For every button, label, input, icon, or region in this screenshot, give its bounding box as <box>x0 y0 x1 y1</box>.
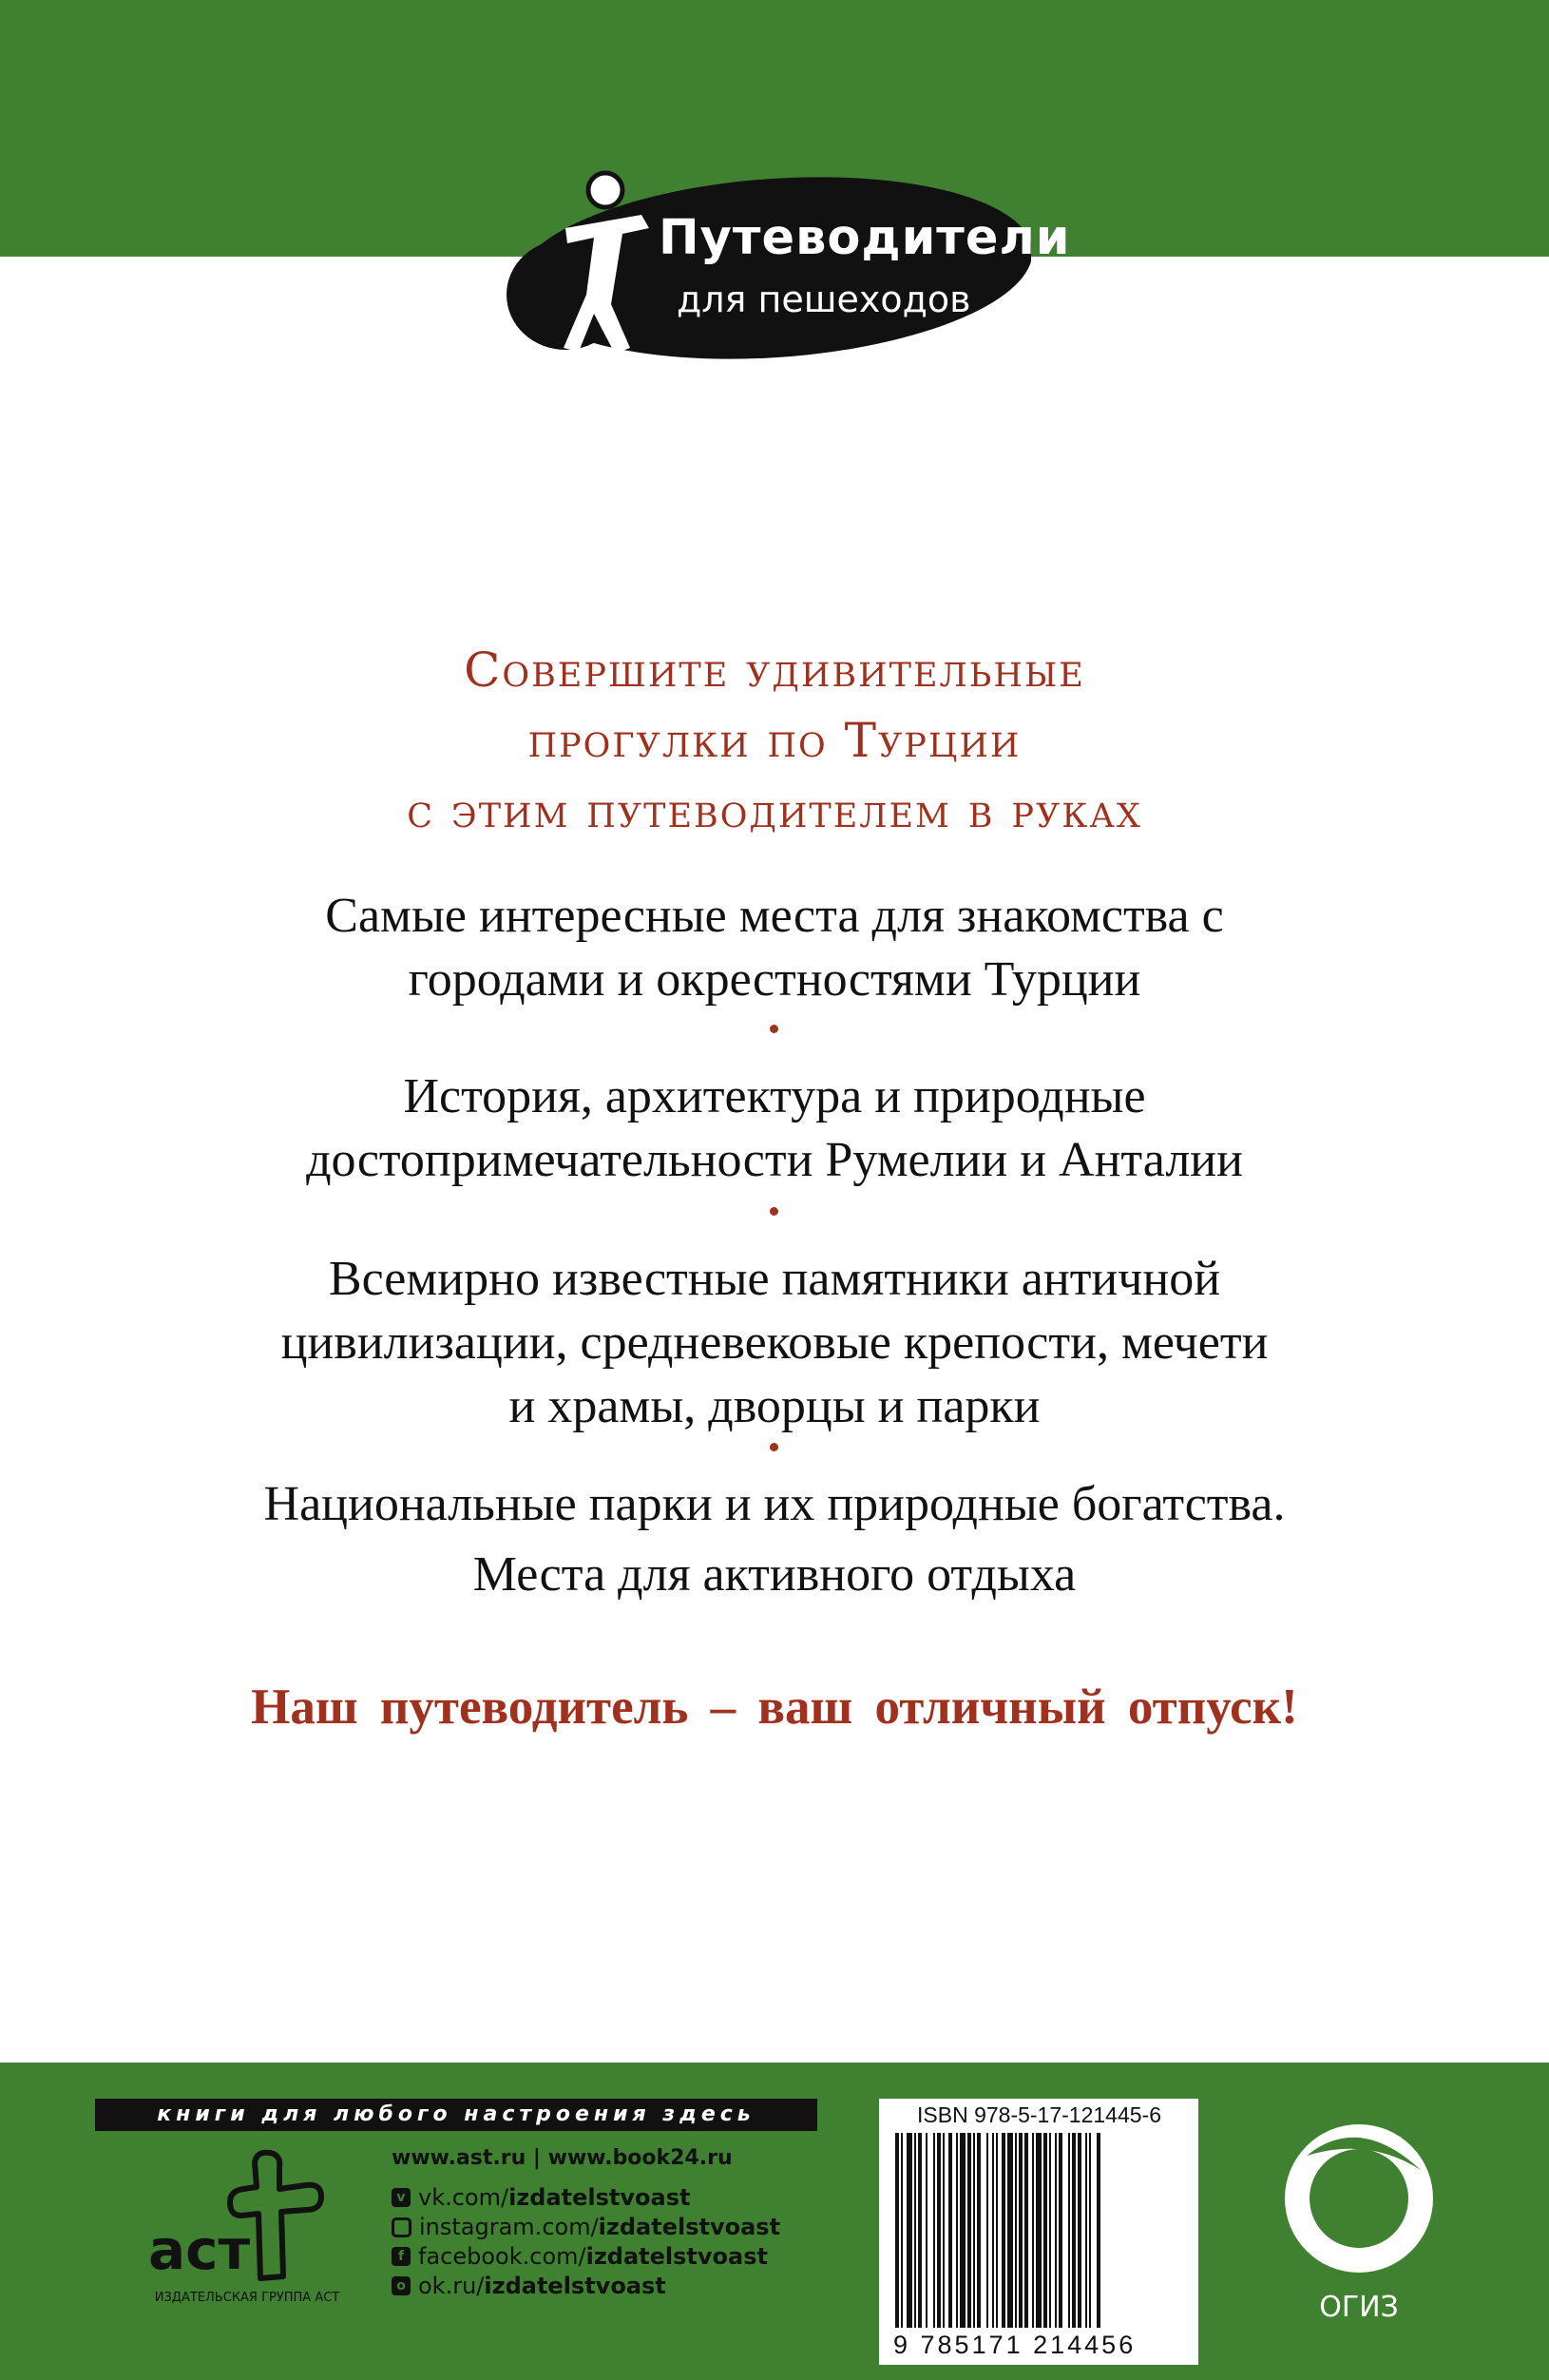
social-handle: izdatelstvoast <box>508 2184 691 2211</box>
barcode-bar <box>933 2133 935 2328</box>
bullet-dot <box>770 1025 778 1033</box>
headline-line: Совершите удивительные <box>464 643 1085 698</box>
barcode-bar <box>1068 2133 1070 2328</box>
barcode-number: 9 785171 214456 <box>893 2331 1137 2359</box>
headline <box>0 635 1549 846</box>
barcode-bar <box>973 2133 975 2328</box>
ok-icon: o <box>392 2276 411 2295</box>
bullet-dot <box>770 1207 778 1216</box>
feature-line: цивилизации, средневековые крепости, мечети <box>280 1315 1269 1370</box>
social-link-facebook[interactable] <box>392 2241 768 2272</box>
social-handle: izdatelstvoast <box>585 2243 768 2270</box>
ogiz-label: ОГИЗ <box>1319 2291 1399 2324</box>
barcode-bar <box>1007 2133 1013 2328</box>
social-prefix: vk.com/ <box>418 2184 509 2211</box>
vk-icon: v <box>392 2188 411 2207</box>
barcode-bar <box>956 2133 958 2328</box>
barcode-bar <box>926 2133 927 2328</box>
logo-subtitle: для пешеходов <box>677 278 971 320</box>
barcode-bar <box>1049 2133 1051 2328</box>
social-prefix: instagram.com/ <box>419 2214 599 2240</box>
barcode-bar <box>901 2133 903 2328</box>
feature-block <box>0 1247 1549 1438</box>
barcode-bar <box>1019 2133 1023 2328</box>
barcode-bar <box>996 2133 998 2328</box>
feature-line: достопримечательности Румелии и Анталии <box>306 1133 1243 1187</box>
tagline: книги для любого настроения здесь <box>157 2102 755 2126</box>
barcode-bar <box>1072 2133 1076 2328</box>
headline-line: прогулки по Турции <box>527 713 1022 768</box>
social-handle: izdatelstvoast <box>484 2273 666 2299</box>
feature-line: Национальные парки и их природные богатства. <box>263 1477 1286 1531</box>
isbn-text: ISBN 978-5-17-121445-6 <box>917 2102 1161 2127</box>
barcode-bar <box>967 2133 971 2328</box>
barcode-bar <box>1078 2133 1081 2328</box>
slogan: Наш путеводитель – ваш отличный отпуск! <box>251 1679 1298 1735</box>
barcode <box>893 2133 1188 2328</box>
facebook-icon: f <box>392 2247 411 2266</box>
barcode-bar <box>992 2133 994 2328</box>
barcode-bar <box>914 2133 916 2328</box>
feature-line: История, архитектура и природные <box>403 1069 1146 1123</box>
social-link-vk[interactable] <box>392 2182 690 2213</box>
series-logo <box>499 162 1071 390</box>
social-prefix: facebook.com/ <box>418 2243 586 2270</box>
website-separator: | <box>532 2146 541 2170</box>
ast-logo-text: аст <box>148 2217 251 2282</box>
barcode-bar <box>1097 2133 1100 2328</box>
barcode-bar <box>1059 2133 1062 2328</box>
website-link-book24[interactable]: www.book24.ru <box>547 2146 733 2170</box>
barcode-bar <box>918 2133 922 2328</box>
barcode-bar <box>907 2133 912 2328</box>
ast-publisher-logo <box>143 2143 361 2286</box>
barcode-bar <box>1043 2133 1047 2328</box>
barcode-bar <box>1015 2133 1017 2328</box>
publisher-name: ИЗДАТЕЛЬСКАЯ ГРУППА АСТ <box>154 2291 340 2305</box>
ogiz-logo <box>1278 2118 1440 2279</box>
feature-line: Места для активного отдыха <box>472 1547 1077 1602</box>
barcode-bar <box>1024 2133 1028 2328</box>
feature-line: городами и окрестностями Турции <box>408 952 1141 1007</box>
barcode-bar <box>1089 2133 1091 2328</box>
logo-title: Путеводители <box>659 210 1071 266</box>
social-link-ok[interactable] <box>392 2271 666 2301</box>
barcode-bar <box>1085 2133 1087 2328</box>
barcode-bar <box>937 2133 941 2328</box>
website-link-ast[interactable]: www.ast.ru <box>392 2146 526 2170</box>
barcode-bar <box>977 2133 981 2328</box>
barcode-bar <box>948 2133 952 2328</box>
barcode-bar <box>1036 2133 1042 2328</box>
barcode-bar <box>943 2133 945 2328</box>
barcode-bar <box>986 2133 988 2328</box>
barcode-bar <box>960 2133 966 2328</box>
barcode-bar <box>1002 2133 1005 2328</box>
feature-block <box>0 884 1549 1011</box>
social-handle: izdatelstvoast <box>598 2214 781 2240</box>
social-link-instagram[interactable] <box>392 2212 780 2242</box>
ogiz-ring-inner <box>1310 2149 1408 2248</box>
barcode-bar <box>895 2133 899 2328</box>
barcode-bar <box>1032 2133 1034 2328</box>
bullet-dot <box>770 1443 778 1451</box>
feature-line: Всемирно известные памятники античной <box>328 1252 1221 1306</box>
feature-block <box>0 1065 1549 1192</box>
website-links <box>392 2146 733 2170</box>
feature-line: Самые интересные места для знакомства с <box>325 889 1224 943</box>
feature-line: и храмы, дворцы и парки <box>508 1379 1041 1433</box>
feature-block <box>0 1469 1549 1610</box>
headline-line: с этим путеводителем в руках <box>407 783 1142 838</box>
walker-head-icon <box>588 173 622 207</box>
social-prefix: ok.ru/ <box>418 2273 485 2299</box>
barcode-bar <box>1055 2133 1057 2328</box>
instagram-icon <box>392 2217 411 2237</box>
